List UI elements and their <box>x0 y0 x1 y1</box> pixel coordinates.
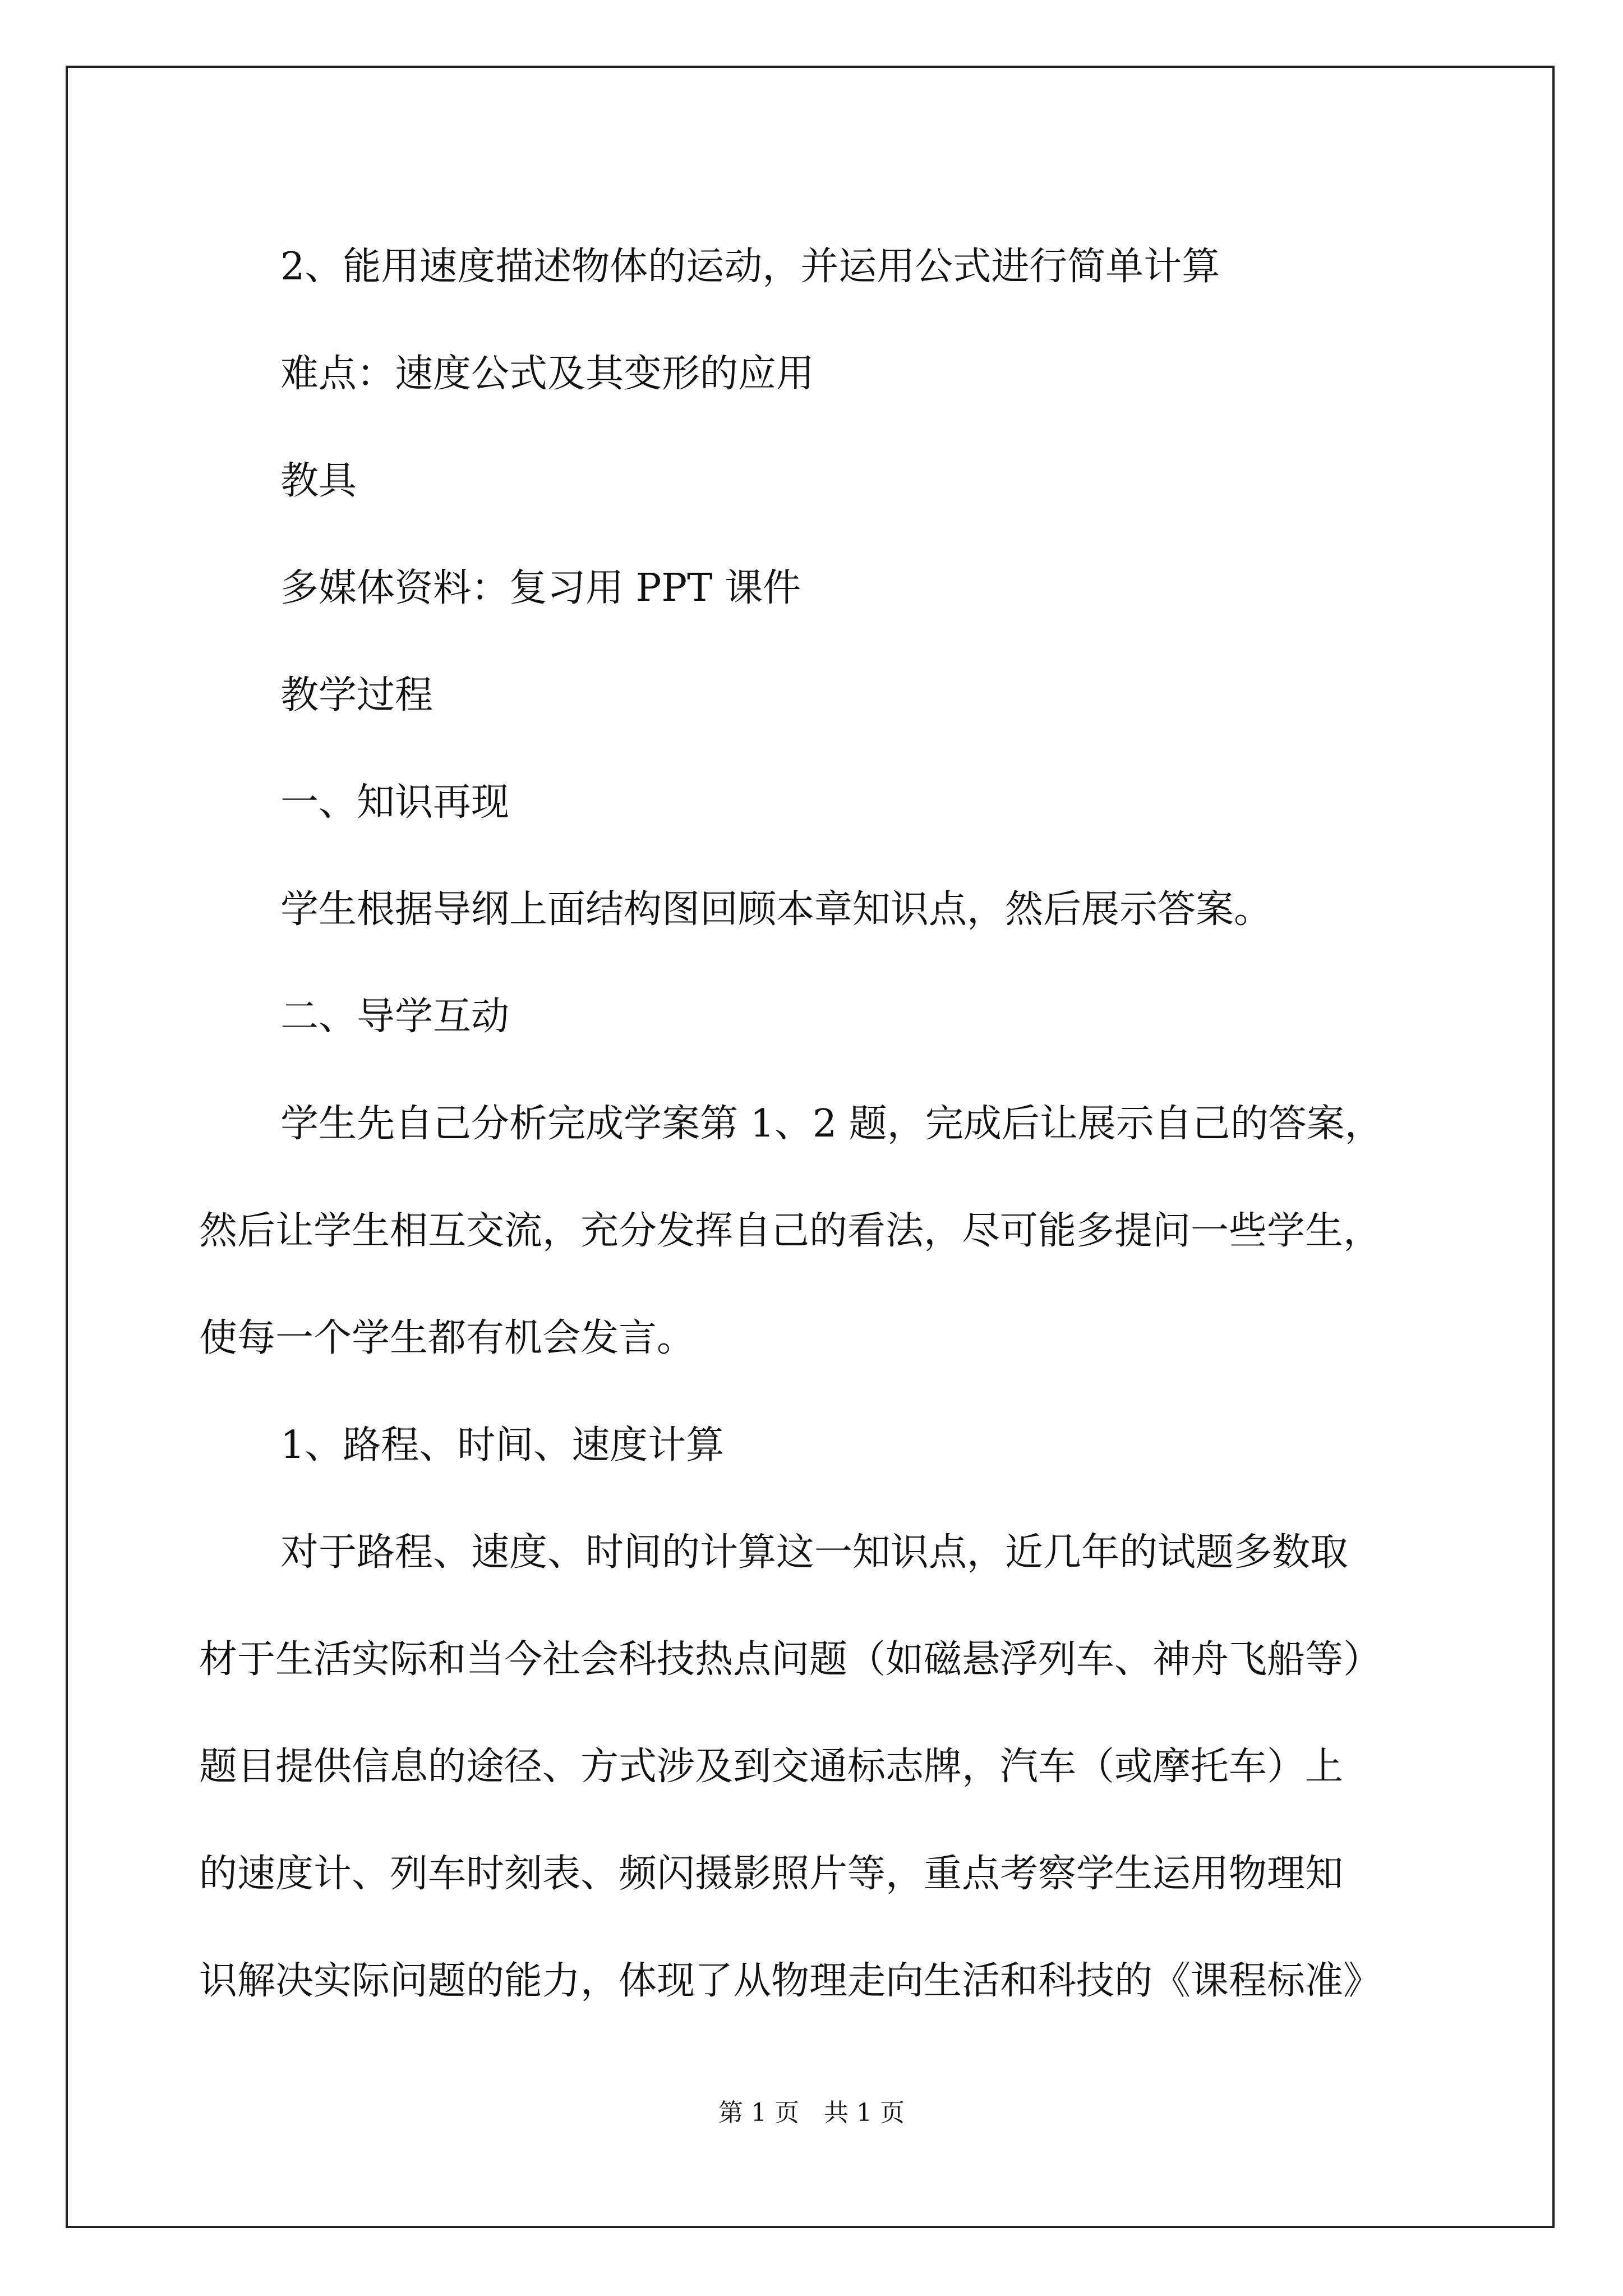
paragraph: 难点：速度公式及其变形的应用 <box>280 352 815 396</box>
paragraph: 学生根据导纲上面结构图回顾本章知识点，然后展示答案。 <box>280 887 1272 932</box>
document-body <box>199 213 1433 2035</box>
paragraph-continuation: 材于生活实际和当今社会科技热点问题（如磁悬浮列车、神舟飞船等） <box>199 1637 1382 1682</box>
paragraph-continuation: 使每一个学生都有机会发言。 <box>199 1316 695 1360</box>
paragraph: 多媒体资料：复习用 PPT 课件 <box>280 566 801 610</box>
paragraph: 教具 <box>280 459 357 503</box>
section-heading: 一、知识再现 <box>280 780 510 825</box>
paragraph-continuation: 题目提供信息的途径、方式涉及到交通标志牌，汽车（或摩托车）上 <box>199 1745 1344 1789</box>
paragraph: 2、能用速度描述物体的运动，并运用公式进行简单计算 <box>280 245 1220 289</box>
paragraph: 学生先自己分析完成学案第 1、2 题，完成后让展示自己的答案， <box>280 1102 1383 1146</box>
paragraph-continuation: 然后让学生相互交流，充分发挥自己的看法，尽可能多提问一些学生， <box>199 1209 1382 1253</box>
section-heading: 二、导学互动 <box>280 995 510 1039</box>
paragraph-continuation: 识解决实际问题的能力，体现了从物理走向生活和科技的《课程标准》 <box>199 1959 1382 2003</box>
paragraph: 对于路程、速度、时间的计算这一知识点，近几年的试题多数取 <box>280 1530 1349 1575</box>
subsection-heading: 1、路程、时间、速度计算 <box>280 1423 725 1467</box>
paragraph: 教学过程 <box>280 673 434 717</box>
paragraph-continuation: 的速度计、列车时刻表、频闪摄影照片等，重点考察学生运用物理知 <box>199 1852 1344 1896</box>
page-footer: 第 1 页 共 1 页 <box>718 2099 905 2127</box>
